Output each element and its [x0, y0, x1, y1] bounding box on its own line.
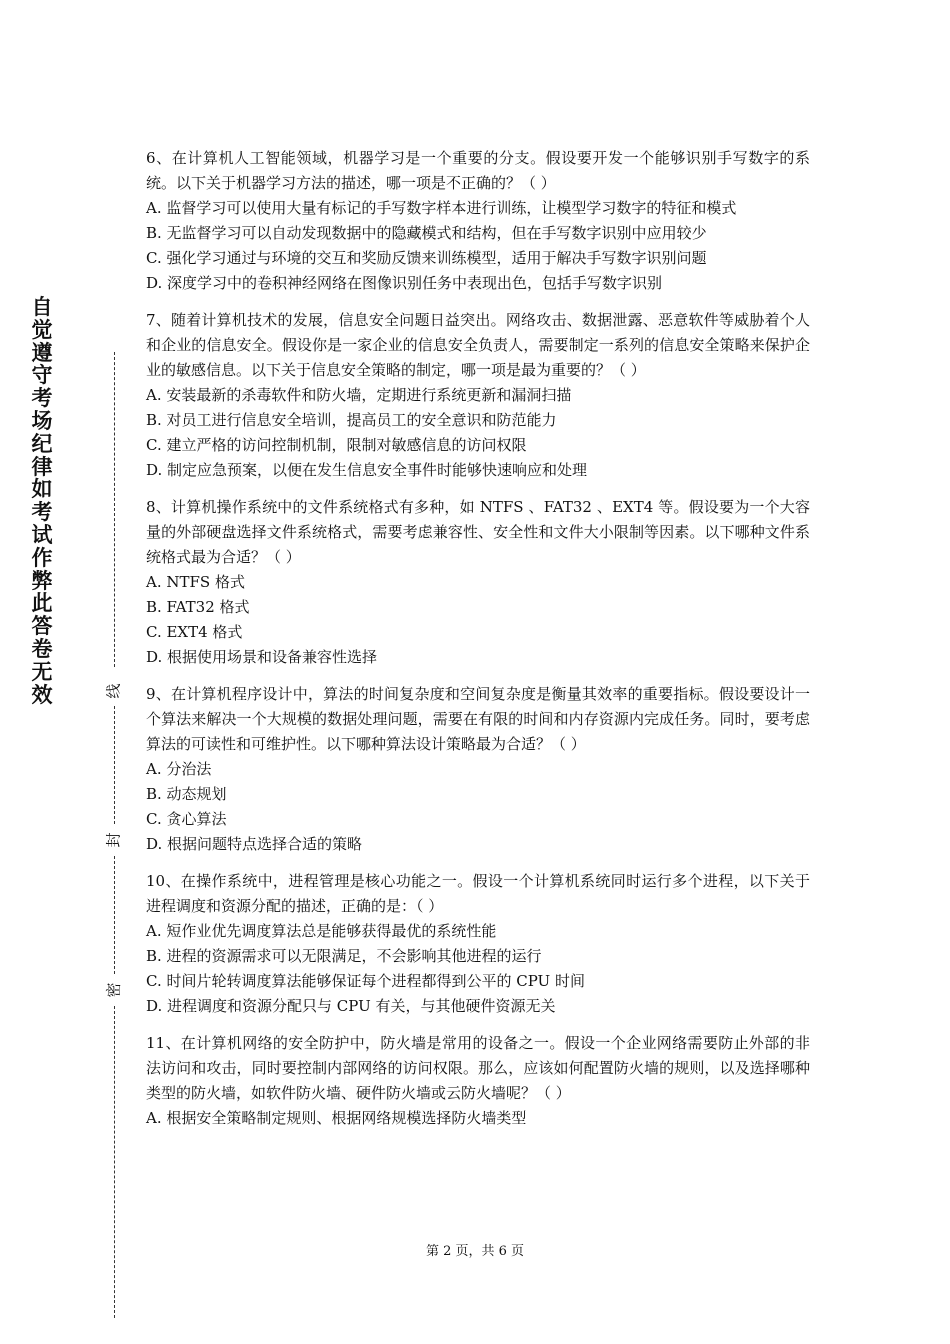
question-list [146, 146, 810, 1143]
question-9 [146, 682, 810, 857]
option-a: A. NTFS 格式 [146, 573, 245, 591]
binding-mark-seal: 封 [104, 832, 123, 848]
option-d: D. 制定应急预案，以便在发生信息安全事件时能够快速响应和处理 [146, 461, 588, 479]
option-b: B. 无监督学习可以自动发现数据中的隐藏模式和结构，但在手写数字识别中应用较少 [146, 224, 707, 242]
binding-mark-secret: 密 [104, 982, 123, 998]
option-a: A. 监督学习可以使用大量有标记的手写数字样本进行训练，让模型学习数字的特征和模式 [146, 199, 737, 217]
binding-line-segment-2 [114, 706, 115, 824]
option-a: A. 根据安全策略制定规则、根据网络规模选择防火墙类型 [146, 1109, 527, 1127]
option-a: A. 短作业优先调度算法总是能够获得最优的系统性能 [146, 922, 497, 940]
option-b: B. FAT32 格式 [146, 598, 250, 616]
question-10 [146, 869, 810, 1019]
question-6 [146, 146, 810, 296]
question-text: 7、随着计算机技术的发展，信息安全问题日益突出。网络攻击、数据泄露、恶意软件等威胁着个人和企业的信息安全。假设你是一家企业的信息安全负责人，需要制定一系列的信息安全策略来保护企业的敏感信息。以下关于信息安全策略的制定，哪一项是最为重要的？（ ） [146, 311, 810, 379]
option-a: A. 安装最新的杀毒软件和防火墙，定期进行系统更新和漏洞扫描 [146, 386, 572, 404]
exam-discipline-notice: 自觉遵守考场纪律如考试作弊此答卷无效 [31, 295, 53, 707]
option-c: C. 贪心算法 [146, 810, 227, 828]
option-d: D. 根据问题特点选择合适的策略 [146, 835, 363, 853]
option-d: D. 根据使用场景和设备兼容性选择 [146, 648, 378, 666]
option-b: B. 进程的资源需求可以无限满足，不会影响其他进程的运行 [146, 947, 542, 965]
option-d: D. 深度学习中的卷积神经网络在图像识别任务中表现出色，包括手写数字识别 [146, 274, 663, 292]
binding-line-segment-3 [114, 856, 115, 974]
question-8 [146, 495, 810, 670]
option-b: B. 动态规划 [146, 785, 227, 803]
page-number: 第 2 页，共 6 页 [425, 1244, 525, 1259]
question-text: 11、在计算机网络的安全防护中，防火墙是常用的设备之一。假设一个企业网络需要防止外部的非法访问和攻击，同时要控制内部网络的访问权限。那么，应该如何配置防火墙的规则，以及选择哪种类型的防火墙，如软件防火墙、硬件防火墙或云防火墙呢？（ ） [146, 1034, 810, 1102]
option-c: C. 时间片轮转调度算法能够保证每个进程都得到公平的 CPU 时间 [146, 972, 585, 990]
option-c: C. EXT4 格式 [146, 623, 243, 641]
option-d: D. 进程调度和资源分配只与 CPU 有关，与其他硬件资源无关 [146, 997, 556, 1015]
binding-line-segment-4 [114, 1006, 115, 1318]
question-text: 6、在计算机人工智能领域，机器学习是一个重要的分支。假设要开发一个能够识别手写数字的系统。以下关于机器学习方法的描述，哪一项是不正确的？（ ） [146, 149, 810, 192]
option-c: C. 强化学习通过与环境的交互和奖励反馈来训练模型，适用于解决手写数字识别问题 [146, 249, 707, 267]
option-b: B. 对员工进行信息安全培训，提高员工的安全意识和防范能力 [146, 411, 557, 429]
question-text: 10、在操作系统中，进程管理是核心功能之一。假设一个计算机系统同时运行多个进程，以下关于进程调度和资源分配的描述，正确的是：（ ） [146, 872, 810, 915]
option-c: C. 建立严格的访问控制机制，限制对敏感信息的访问权限 [146, 436, 527, 454]
question-text: 9、在计算机程序设计中，算法的时间复杂度和空间复杂度是衡量其效率的重要指标。假设要设计一个算法来解决一个大规模的数据处理问题，需要在有限的时间和内存资源内完成任务。同时，要考虑算法的可读性和可维护性。以下哪种算法设计策略最为合适？（ ） [146, 685, 810, 753]
binding-mark-line: 线 [104, 683, 123, 699]
binding-line-segment-1 [114, 352, 115, 667]
question-11 [146, 1031, 810, 1131]
question-text: 8、计算机操作系统中的文件系统格式有多种，如 NTFS 、FAT32 、EXT4 等。假设要为一个大容量的外部硬盘选择文件系统格式，需要考虑兼容性、安全性和文件大小限制等因素。以下哪种文件系统格式最为合适？（ ） [146, 498, 810, 566]
question-7 [146, 308, 810, 483]
option-a: A. 分治法 [146, 760, 212, 778]
